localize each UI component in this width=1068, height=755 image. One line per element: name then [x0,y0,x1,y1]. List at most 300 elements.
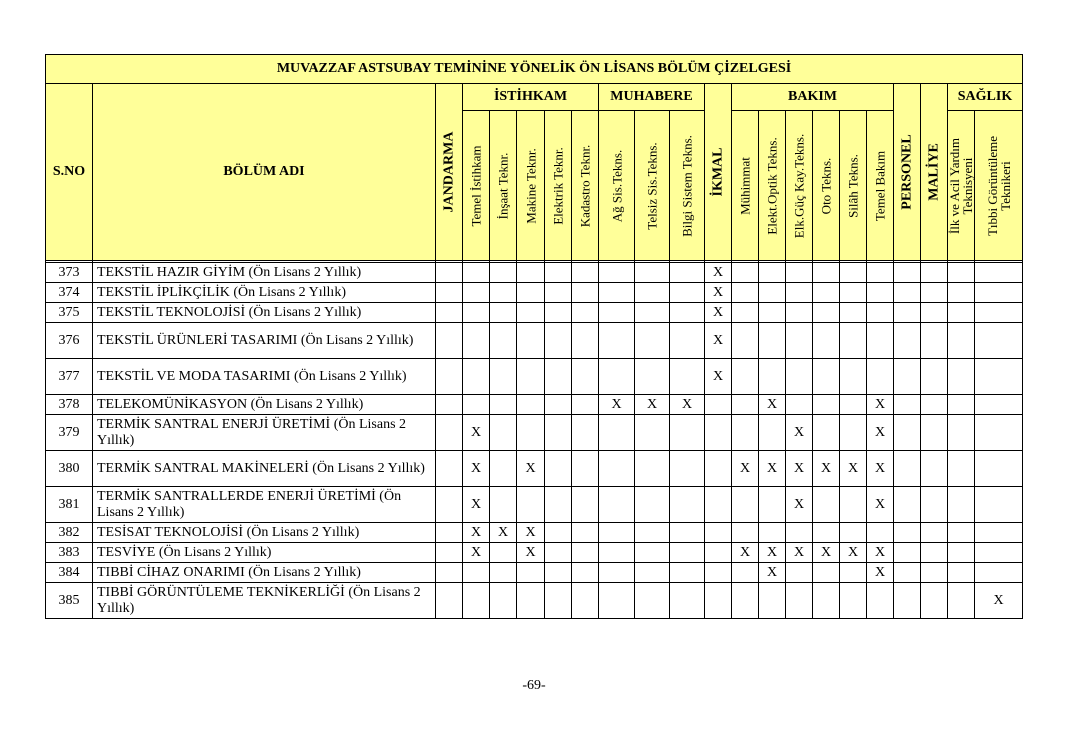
empty-cell [517,359,545,395]
row-name: TEKSTİL TEKNOLOJİSİ (Ön Lisans 2 Yıllık) [93,303,436,323]
row-name: TEKSTİL ÜRÜNLERİ TASARIMI (Ön Lisans 2 Yıllık) [93,323,436,359]
mark-cell: X [867,395,894,415]
row-sno: 376 [46,323,93,359]
empty-cell [786,395,813,415]
empty-cell [635,263,670,283]
empty-cell [545,359,572,395]
empty-cell [948,415,975,451]
mark-cell: X [867,451,894,487]
empty-cell [813,583,840,619]
empty-cell [840,283,867,303]
row-sno: 379 [46,415,93,451]
empty-cell [840,303,867,323]
table-title: MUVAZZAF ASTSUBAY TEMİNİNE YÖNELİK ÖN LİSANS BÖLÜM ÇİZELGESİ [46,55,1023,84]
empty-cell [572,359,599,395]
empty-cell [463,303,490,323]
mark-cell: X [517,523,545,543]
empty-cell [921,523,948,543]
empty-cell [517,323,545,359]
empty-cell [572,451,599,487]
empty-cell [732,523,759,543]
empty-cell [490,263,517,283]
empty-cell [894,415,921,451]
empty-cell [599,323,635,359]
empty-cell [975,523,1023,543]
empty-cell [572,323,599,359]
page-number: -69- [522,678,546,693]
mark-cell: X [463,487,490,523]
empty-cell [705,523,732,543]
empty-cell [759,487,786,523]
group-istihkam: İSTİHKAM [463,84,599,111]
empty-cell [670,283,705,303]
empty-cell [635,303,670,323]
empty-cell [670,563,705,583]
row-sno: 382 [46,523,93,543]
empty-cell [705,451,732,487]
empty-cell [867,323,894,359]
col-header-1: Temel İstihkam [463,111,490,261]
empty-cell [517,487,545,523]
empty-cell [463,263,490,283]
col-header-0: JANDARMA [436,84,463,261]
empty-cell [813,523,840,543]
empty-cell [490,583,517,619]
empty-cell [894,323,921,359]
empty-cell [572,523,599,543]
empty-cell [436,543,463,563]
empty-cell [921,583,948,619]
mark-cell: X [705,323,732,359]
empty-cell [894,451,921,487]
empty-cell [436,451,463,487]
mark-cell: X [759,563,786,583]
empty-cell [436,263,463,283]
mark-cell: X [705,303,732,323]
empty-cell [545,523,572,543]
col-header-14: Silâh Tekns. [840,111,867,261]
empty-cell [490,283,517,303]
empty-cell [732,283,759,303]
empty-cell [545,323,572,359]
empty-cell [599,523,635,543]
empty-cell [670,415,705,451]
empty-cell [894,359,921,395]
col-header-18: İlk ve Acil Yardım Teknisyeni [948,111,975,261]
empty-cell [670,303,705,323]
sno-header: S.NO [46,84,93,261]
row-name: TEKSTİL İPLİKÇİLİK (Ön Lisans 2 Yıllık) [93,283,436,303]
empty-cell [921,359,948,395]
empty-cell [840,415,867,451]
empty-cell [517,263,545,283]
empty-cell [948,263,975,283]
empty-cell [705,487,732,523]
empty-cell [572,303,599,323]
mark-cell: X [786,487,813,523]
empty-cell [840,523,867,543]
mark-cell: X [867,563,894,583]
row-name: TERMİK SANTRAL MAKİNELERİ (Ön Lisans 2 Yıllık) [93,451,436,487]
empty-cell [599,451,635,487]
empty-cell [670,523,705,543]
empty-cell [463,583,490,619]
empty-cell [948,523,975,543]
empty-cell [545,583,572,619]
mark-cell: X [813,451,840,487]
empty-cell [599,283,635,303]
empty-cell [490,487,517,523]
empty-cell [572,263,599,283]
empty-cell [759,263,786,283]
empty-cell [517,303,545,323]
empty-cell [840,563,867,583]
empty-cell [572,487,599,523]
empty-cell [490,359,517,395]
empty-cell [975,359,1023,395]
empty-cell [948,451,975,487]
empty-cell [894,563,921,583]
empty-cell [786,323,813,359]
table-row [46,543,1023,563]
empty-cell [975,415,1023,451]
row-name: TESVİYE (Ön Lisans 2 Yıllık) [93,543,436,563]
empty-cell [786,563,813,583]
empty-cell [921,303,948,323]
col-header-15: Temel Bakım [867,111,894,261]
empty-cell [921,323,948,359]
table-body [46,263,1023,619]
row-name: TERMİK SANTRALLERDE ENERJİ ÜRETİMİ (Ön Lisans 2 Yıllık) [93,487,436,523]
empty-cell [975,487,1023,523]
mark-cell: X [732,451,759,487]
row-sno: 381 [46,487,93,523]
empty-cell [463,563,490,583]
empty-cell [490,303,517,323]
empty-cell [599,543,635,563]
empty-cell [670,487,705,523]
empty-cell [572,563,599,583]
empty-cell [948,323,975,359]
empty-cell [436,487,463,523]
empty-cell [813,263,840,283]
mark-cell: X [759,543,786,563]
mark-cell: X [635,395,670,415]
empty-cell [436,323,463,359]
empty-cell [732,359,759,395]
empty-cell [948,359,975,395]
table-row [46,303,1023,323]
mark-cell: X [867,415,894,451]
empty-cell [705,395,732,415]
row-sno: 385 [46,583,93,619]
empty-cell [490,323,517,359]
col-header-7: Telsiz Sis.Tekns. [635,111,670,261]
empty-cell [840,583,867,619]
empty-cell [517,395,545,415]
col-header-11: Elekt.Optik Tekns. [759,111,786,261]
table-row [46,359,1023,395]
empty-cell [545,415,572,451]
empty-cell [948,583,975,619]
row-sno: 384 [46,563,93,583]
col-header-16: PERSONEL [894,84,921,261]
empty-cell [894,543,921,563]
empty-cell [921,451,948,487]
empty-cell [813,303,840,323]
empty-cell [436,415,463,451]
empty-cell [813,283,840,303]
row-name: TIBBİ GÖRÜNTÜLEME TEKNİKERLİĞİ (Ön Lisans 2 Yıllık) [93,583,436,619]
row-name: TEKSTİL VE MODA TASARIMI (Ön Lisans 2 Yıllık) [93,359,436,395]
empty-cell [572,395,599,415]
empty-cell [705,583,732,619]
empty-cell [599,359,635,395]
empty-cell [786,303,813,323]
empty-cell [813,415,840,451]
empty-cell [921,415,948,451]
empty-cell [786,283,813,303]
row-name: TELEKOMÜNİKASYON (Ön Lisans 2 Yıllık) [93,395,436,415]
empty-cell [635,359,670,395]
empty-cell [635,323,670,359]
empty-cell [786,263,813,283]
row-sno: 378 [46,395,93,415]
empty-cell [599,563,635,583]
mark-cell: X [786,415,813,451]
table-row [46,583,1023,619]
row-sno: 373 [46,263,93,283]
mark-cell: X [705,263,732,283]
mark-cell: X [517,543,545,563]
empty-cell [975,543,1023,563]
mark-cell: X [705,283,732,303]
empty-cell [894,487,921,523]
row-name: TERMİK SANTRAL ENERJİ ÜRETİMİ (Ön Lisans 2 Yıllık) [93,415,436,451]
empty-cell [840,263,867,283]
empty-cell [732,415,759,451]
empty-cell [545,303,572,323]
col-header-12: Elk.Güç Kay.Tekns. [786,111,813,261]
empty-cell [840,487,867,523]
col-header-13: Oto Tekns. [813,111,840,261]
table-row [46,487,1023,523]
empty-cell [975,323,1023,359]
empty-cell [894,303,921,323]
empty-cell [545,543,572,563]
empty-cell [759,323,786,359]
mark-cell: X [732,543,759,563]
mark-cell: X [840,543,867,563]
empty-cell [545,283,572,303]
col-header-17: MALİYE [921,84,948,261]
mark-cell: X [867,487,894,523]
empty-cell [436,583,463,619]
empty-cell [921,563,948,583]
empty-cell [572,543,599,563]
empty-cell [813,323,840,359]
empty-cell [517,563,545,583]
empty-cell [948,487,975,523]
empty-cell [975,563,1023,583]
group-muhabere: MUHABERE [599,84,705,111]
empty-cell [894,523,921,543]
empty-cell [759,303,786,323]
empty-cell [670,263,705,283]
empty-cell [635,543,670,563]
empty-cell [572,283,599,303]
empty-cell [545,451,572,487]
empty-cell [545,487,572,523]
empty-cell [490,543,517,563]
empty-cell [975,303,1023,323]
empty-cell [732,323,759,359]
empty-cell [759,415,786,451]
mark-cell: X [463,543,490,563]
empty-cell [732,487,759,523]
empty-cell [894,263,921,283]
empty-cell [975,283,1023,303]
empty-cell [867,303,894,323]
col-header-10: Mühimmat [732,111,759,261]
empty-cell [948,395,975,415]
table-row [46,563,1023,583]
empty-cell [786,583,813,619]
empty-cell [732,563,759,583]
mark-cell: X [759,451,786,487]
empty-cell [436,395,463,415]
empty-cell [921,487,948,523]
empty-cell [975,451,1023,487]
empty-cell [867,583,894,619]
empty-cell [894,583,921,619]
empty-cell [786,523,813,543]
empty-cell [759,523,786,543]
empty-cell [867,359,894,395]
empty-cell [436,283,463,303]
empty-cell [840,323,867,359]
empty-cell [635,415,670,451]
row-sno: 374 [46,283,93,303]
empty-cell [813,487,840,523]
row-name: TEKSTİL HAZIR GİYİM (Ön Lisans 2 Yıllık) [93,263,436,283]
empty-cell [599,487,635,523]
empty-cell [867,263,894,283]
mark-cell: X [867,543,894,563]
empty-cell [948,283,975,303]
mark-cell: X [840,451,867,487]
empty-cell [463,395,490,415]
empty-cell [894,283,921,303]
mark-cell: X [975,583,1023,619]
mark-cell: X [490,523,517,543]
empty-cell [599,415,635,451]
col-header-6: Ağ Sis.Tekns. [599,111,635,261]
empty-cell [921,395,948,415]
row-name: TIBBİ CİHAZ ONARIMI (Ön Lisans 2 Yıllık) [93,563,436,583]
mark-cell: X [463,523,490,543]
empty-cell [670,359,705,395]
table-row [46,283,1023,303]
empty-cell [545,563,572,583]
row-sno: 377 [46,359,93,395]
empty-cell [490,563,517,583]
empty-cell [463,323,490,359]
empty-cell [670,583,705,619]
empty-cell [436,359,463,395]
empty-cell [867,523,894,543]
empty-cell [490,395,517,415]
empty-cell [635,451,670,487]
empty-cell [840,359,867,395]
name-header: BÖLÜM ADI [93,84,436,261]
empty-cell [948,543,975,563]
group-saglik: SAĞLIK [948,84,1023,111]
table-row [46,263,1023,283]
empty-cell [975,263,1023,283]
group-bakim: BAKIM [732,84,894,111]
empty-cell [490,451,517,487]
empty-cell [545,395,572,415]
empty-cell [635,487,670,523]
empty-cell [732,303,759,323]
table-row [46,323,1023,359]
empty-cell [705,563,732,583]
col-header-9: İKMAL [705,84,732,261]
col-header-5: Kadastro Teknr. [572,111,599,261]
empty-cell [572,415,599,451]
empty-cell [813,395,840,415]
mark-cell: X [705,359,732,395]
empty-cell [436,523,463,543]
empty-cell [599,263,635,283]
empty-cell [732,583,759,619]
empty-cell [490,415,517,451]
empty-cell [921,263,948,283]
col-header-19: Tıbbi Görüntüleme Teknikeri [975,111,1023,261]
empty-cell [759,583,786,619]
empty-cell [635,283,670,303]
empty-cell [517,415,545,451]
empty-cell [921,283,948,303]
empty-cell [813,359,840,395]
empty-cell [786,359,813,395]
table-row [46,395,1023,415]
empty-cell [635,583,670,619]
department-table [45,54,1023,619]
mark-cell: X [463,415,490,451]
col-header-2: İnşaat Teknr. [490,111,517,261]
mark-cell: X [759,395,786,415]
empty-cell [517,283,545,303]
empty-cell [948,303,975,323]
row-sno: 375 [46,303,93,323]
col-header-3: Makine Teknr. [517,111,545,261]
empty-cell [670,323,705,359]
mark-cell: X [813,543,840,563]
table-row [46,523,1023,543]
col-header-8: Bilgi Sistem Tekns. [670,111,705,261]
col-header-4: Elektrik Teknr. [545,111,572,261]
empty-cell [894,395,921,415]
empty-cell [545,263,572,283]
empty-cell [975,395,1023,415]
empty-cell [517,583,545,619]
empty-cell [759,359,786,395]
empty-cell [670,451,705,487]
mark-cell: X [517,451,545,487]
empty-cell [599,303,635,323]
